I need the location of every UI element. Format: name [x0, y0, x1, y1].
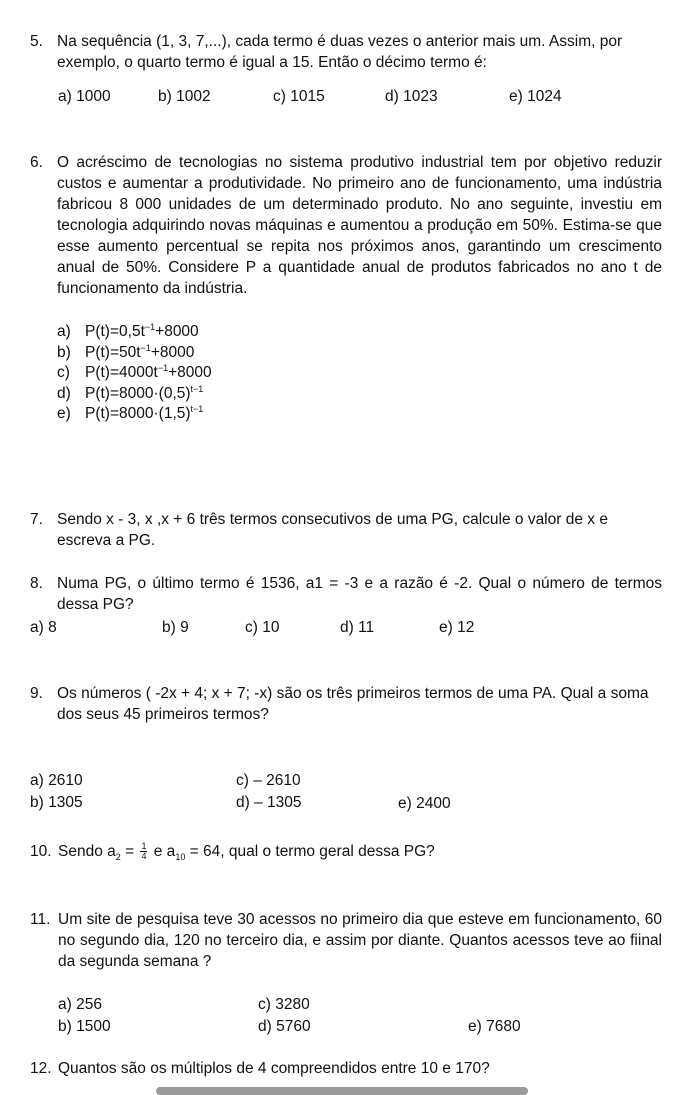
question-5	[30, 31, 662, 73]
option-a: a) 8	[30, 619, 57, 636]
question-6	[30, 152, 662, 299]
option-c: c) 10	[245, 619, 280, 636]
option-d: d) 5760	[258, 1018, 311, 1035]
question-number: 5.	[30, 33, 43, 50]
question-text: Um site de pesquisa teve 30 acessos no primeiro dia que esteve em funcionamento, 60 no segundo dia, 120 no terceiro dia, e assim por diante. Quantos acessos teve ao fiinal da segunda semana ?	[58, 911, 662, 970]
option-formula: $P(t)=0,5t^{-1}+8000$	[85, 322, 199, 340]
option-a: a) 1000	[58, 88, 111, 105]
option-d	[57, 384, 212, 405]
option-d: d) 11	[340, 619, 375, 636]
question-12	[30, 1058, 662, 1079]
option-label: b)	[57, 343, 71, 361]
option-formula: $P(t)=4000t^{-1}+8000$	[85, 363, 212, 381]
question-text: Na sequência (1, 3, 7,...), cada termo é duas vezes o anterior mais um. Assim, por exemplo, o quarto termo é igual a 15. Então o décimo termo é:	[57, 33, 623, 71]
option-formula: $P(t)=50t^{-1}+8000$	[85, 342, 195, 361]
option-formula: $P(t)=8000\cdot(0,5)^{t-1}$	[85, 383, 204, 402]
option-label: e)	[57, 405, 71, 422]
question-6-options	[57, 322, 212, 425]
option-e: e) 12	[439, 619, 475, 636]
question-10	[30, 841, 662, 862]
option-label: d)	[57, 384, 71, 402]
option-b: b) 1500	[58, 1018, 111, 1035]
option-a: a) 256	[58, 996, 102, 1013]
question-text: Sendo x - 3, x ,x + 6 três termos consecutivos de uma PG, calcule o valor de x e escreva a PG.	[57, 511, 608, 549]
horizontal-scrollbar[interactable]	[156, 1087, 528, 1095]
option-b: b) 1305	[30, 794, 83, 811]
fraction: $\frac{1}{4}$	[141, 841, 147, 862]
option-a: a) 2610	[30, 772, 83, 789]
option-a	[57, 322, 212, 343]
option-b: b) 9	[162, 619, 189, 636]
question-number: 10.	[30, 843, 52, 860]
option-d: d) – 1305	[236, 794, 302, 811]
option-d: d) 1023	[385, 88, 438, 105]
question-8	[30, 573, 662, 615]
option-e: e) 7680	[468, 1018, 521, 1035]
question-text: Os números ( -2x + 4; x + 7; -x) são os três primeiros termos de uma PA. Qual a soma dos seus 45 primeiros termos?	[57, 685, 649, 723]
question-text: Numa PG, o último termo é 1536, a1 = -3 e a razão é -2. Qual o número de termos dessa PG?	[57, 575, 662, 613]
option-c: c) 3280	[258, 996, 310, 1013]
option-c	[57, 363, 212, 384]
option-e: e) 1024	[509, 88, 562, 105]
option-e	[57, 404, 212, 425]
question-text: Quantos são os múltiplos de 4 compreendidos entre 10 e 170?	[58, 1060, 490, 1077]
option-b	[57, 343, 212, 364]
question-number: 12.	[30, 1060, 52, 1077]
option-label: a)	[57, 323, 71, 340]
question-number: 9.	[30, 685, 43, 702]
option-formula: $P(t)=8000\cdot(1,5)^{t-1}$	[85, 404, 204, 422]
question-number: 7.	[30, 511, 43, 528]
option-c: c) 1015	[273, 88, 325, 105]
question-text: O acréscimo de tecnologias no sistema produtivo industrial tem por objetivo reduzir custos e aumentar a produtividade. No primeiro ano de funcionamento, uma indústria fabricou 8 000 unidades de um determinado produto. No ano seguinte, investiu em tecnologia adquirindo novas máquinas e aumentou a produção em 50%. Estima-se que esse aumento percentual se repita nos próximos anos, garantindo um crescimento anual de 50%. Considere P a quantidade anual de produtos fabricados no ano t de funcionamento da indústria.	[57, 154, 662, 297]
question-7	[30, 509, 662, 551]
question-number: 6.	[30, 154, 43, 171]
option-c: c) – 2610	[236, 772, 301, 789]
question-9	[30, 683, 662, 725]
question-11	[30, 909, 662, 972]
question-text: Sendo $a_2$ = $\frac{1}{4}$ e $a_{10} = 64$, qual o termo geral dessa PG?	[58, 841, 435, 862]
option-b: b) 1002	[158, 88, 211, 105]
option-e: e) 2400	[398, 795, 451, 812]
question-number: 8.	[30, 575, 43, 592]
question-number: 11.	[30, 911, 51, 928]
option-label: c)	[57, 364, 70, 381]
